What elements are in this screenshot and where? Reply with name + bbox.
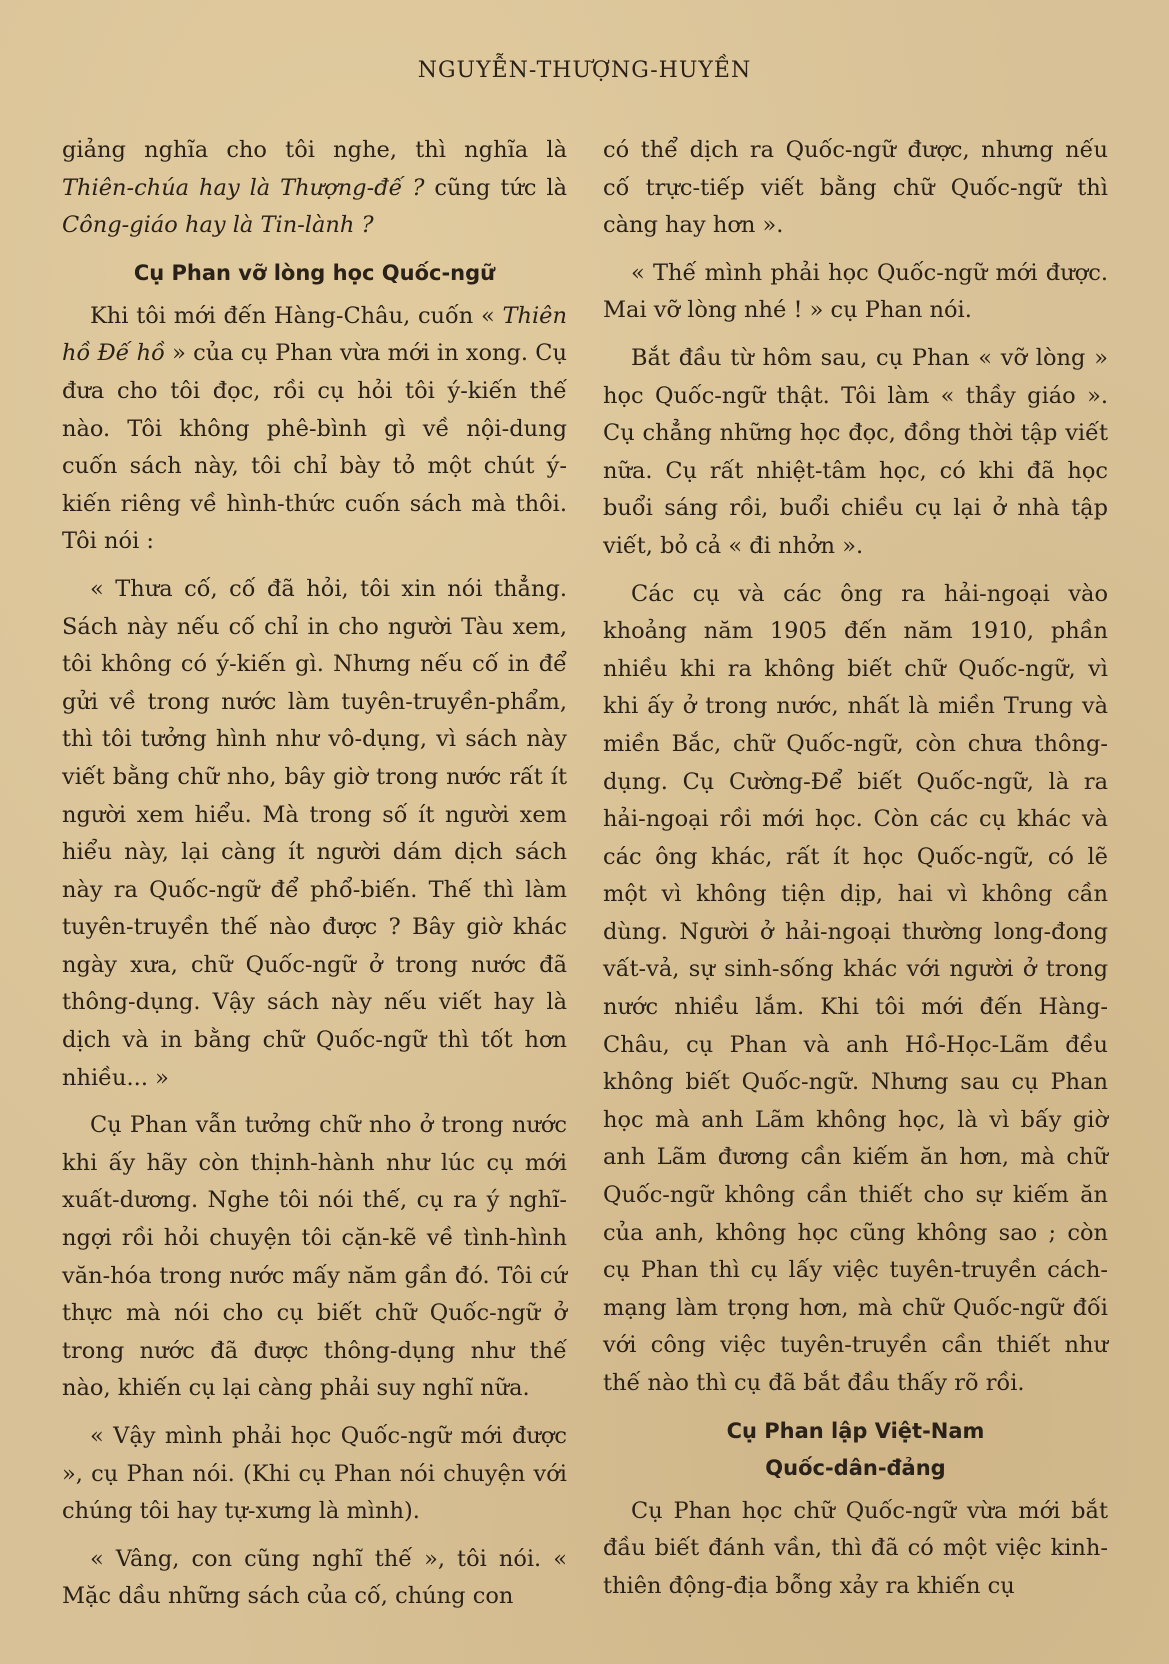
paragraph: Cụ Phan vẫn tưởng chữ nho ở trong nước khi ấy hãy còn thịnh-hành như lúc cụ mới xuất-dương. Nghe tôi nói thế, cụ ra ý nghĩ-ngợi rồi hỏi chuyện tôi cặn-kẽ về tình-hình văn-hóa trong nước mấy năm gần đó. Tôi cứ thực mà nói cho cụ biết chữ Quốc-ngữ ở trong nước đã được thông-dụng như thế nào, khiến cụ lại càng phải suy nghĩ nữa. xyxy=(62,1112,567,1402)
paragraph: « Thưa cố, cố đã hỏi, tôi xin nói thẳng. Sách này nếu cố chỉ in cho người Tàu xem, tôi không có ý-kiến gì. Nhưng nếu cố in để gửi về trong nước làm tuyên-truyền-phẩm, thì tôi tưởng hình như vô-dụng, vì sách này viết bằng chữ nho, bây giờ trong nước rất ít người xem hiểu. Mà trong số ít người xem hiểu này, lại càng ít người dám dịch sách này ra Quốc-ngữ để phổ-biến. Thế thì làm tuyên-truyền thế nào được ? Bây giờ khác ngày xưa, chữ Quốc-ngữ ở trong nước đã thông-dụng. Vậy sách này nếu viết hay là dịch và in bằng chữ Quốc-ngữ thì tốt hơn nhiều... » xyxy=(62,575,567,1091)
paragraph: Khi tôi mới đến Hàng-Châu, cuốn « Thiên hồ Đế hồ » của cụ Phan vừa mới in xong. Cụ đưa cho tôi đọc, rồi cụ hỏi tôi ý-kiến thế nào. Tôi không phê-bình gì về nội-dung cuốn sách này, tôi chỉ bày tỏ một chút ý-kiến riêng về hình-thức cuốn sách mà thôi. Tôi nói : xyxy=(62,302,567,555)
section-heading: Cụ Phan vỡ lòng học Quốc-ngữ xyxy=(133,260,496,285)
section-heading: Cụ Phan lập Việt-Nam Quốc-dân-đảng xyxy=(726,1418,985,1480)
paragraph: giảng nghĩa cho tôi nghe, thì nghĩa là Thiên-chúa hay là Thượng-đế ? cũng tức là Công-giáo hay là Tin-lành ? xyxy=(62,137,568,239)
running-header: NGUYỄN-THƯỢNG-HUYỀN xyxy=(417,58,752,83)
left-column xyxy=(62,132,567,1626)
right-column xyxy=(603,132,1108,1615)
paragraph: « Vậy mình phải học Quốc-ngữ mới được », cụ Phan nói. (Khi cụ Phan nói chuyện với chúng tôi hay tự-xưng là mình). xyxy=(62,1423,567,1525)
paragraph: Bắt đầu từ hôm sau, cụ Phan « vỡ lòng » học Quốc-ngữ thật. Tôi làm « thầy giáo ». Cụ chẳng những học đọc, đồng thời tập viết nữa. Cụ rất nhiệt-tâm học, có khi đã học buổi sáng rồi, buổi chiều cụ lại ở nhà tập viết, bỏ cả « đi nhởn ». xyxy=(603,344,1108,559)
paragraph: Cụ Phan học chữ Quốc-ngữ vừa mới bắt đầu biết đánh vần, thì đã có một việc kinh-thiên động-địa bỗng xảy ra khiến cụ xyxy=(603,1497,1108,1599)
paragraph: có thể dịch ra Quốc-ngữ được, nhưng nếu cố trực-tiếp viết bằng chữ Quốc-ngữ thì càng hay hơn ». xyxy=(603,137,1108,239)
paragraph: Các cụ và các ông ra hải-ngoại vào khoảng năm 1905 đến năm 1910, phần nhiều khi ra không biết chữ Quốc-ngữ, vì khi ấy ở trong nước, nhất là miền Trung và miền Bắc, chữ Quốc-ngữ, còn chưa thông-dụng. Cụ Cường-Để biết Quốc-ngữ, là ra hải-ngoại rồi mới học. Còn các cụ khác và các ông khác, rất ít học Quốc-ngữ, có lẽ một vì không tiện dịp, hai vì không cần dùng. Người ở hải-ngoại thường long-đong vất-vả, sự sinh-sống khác với người ở trong nước nhiều lắm. Khi tôi mới đến Hàng-Châu, cụ Phan và anh Hồ-Học-Lãm đều không biết Quốc-ngữ. Nhưng sau cụ Phan học mà anh Lãm không học, là vì bấy giờ anh Lãm đương cần kiếm ăn hơn, mà chữ Quốc-ngữ không cần thiết cho sự kiếm ăn của anh, không học cũng không sao ; còn cụ Phan thì cụ lấy việc tuyên-truyền cách-mạng làm trọng hơn, mà chữ Quốc-ngữ đối với công việc tuyên-truyền cần thiết như thế nào thì cụ đã bắt đầu thấy rõ rồi. xyxy=(603,580,1108,1396)
paragraph: « Vâng, con cũng nghĩ thế », tôi nói. « Mặc dầu những sách của cố, chúng con xyxy=(62,1545,567,1610)
paragraph: « Thế mình phải học Quốc-ngữ mới được. Mai vỡ lòng nhé ! » cụ Phan nói. xyxy=(603,259,1108,324)
